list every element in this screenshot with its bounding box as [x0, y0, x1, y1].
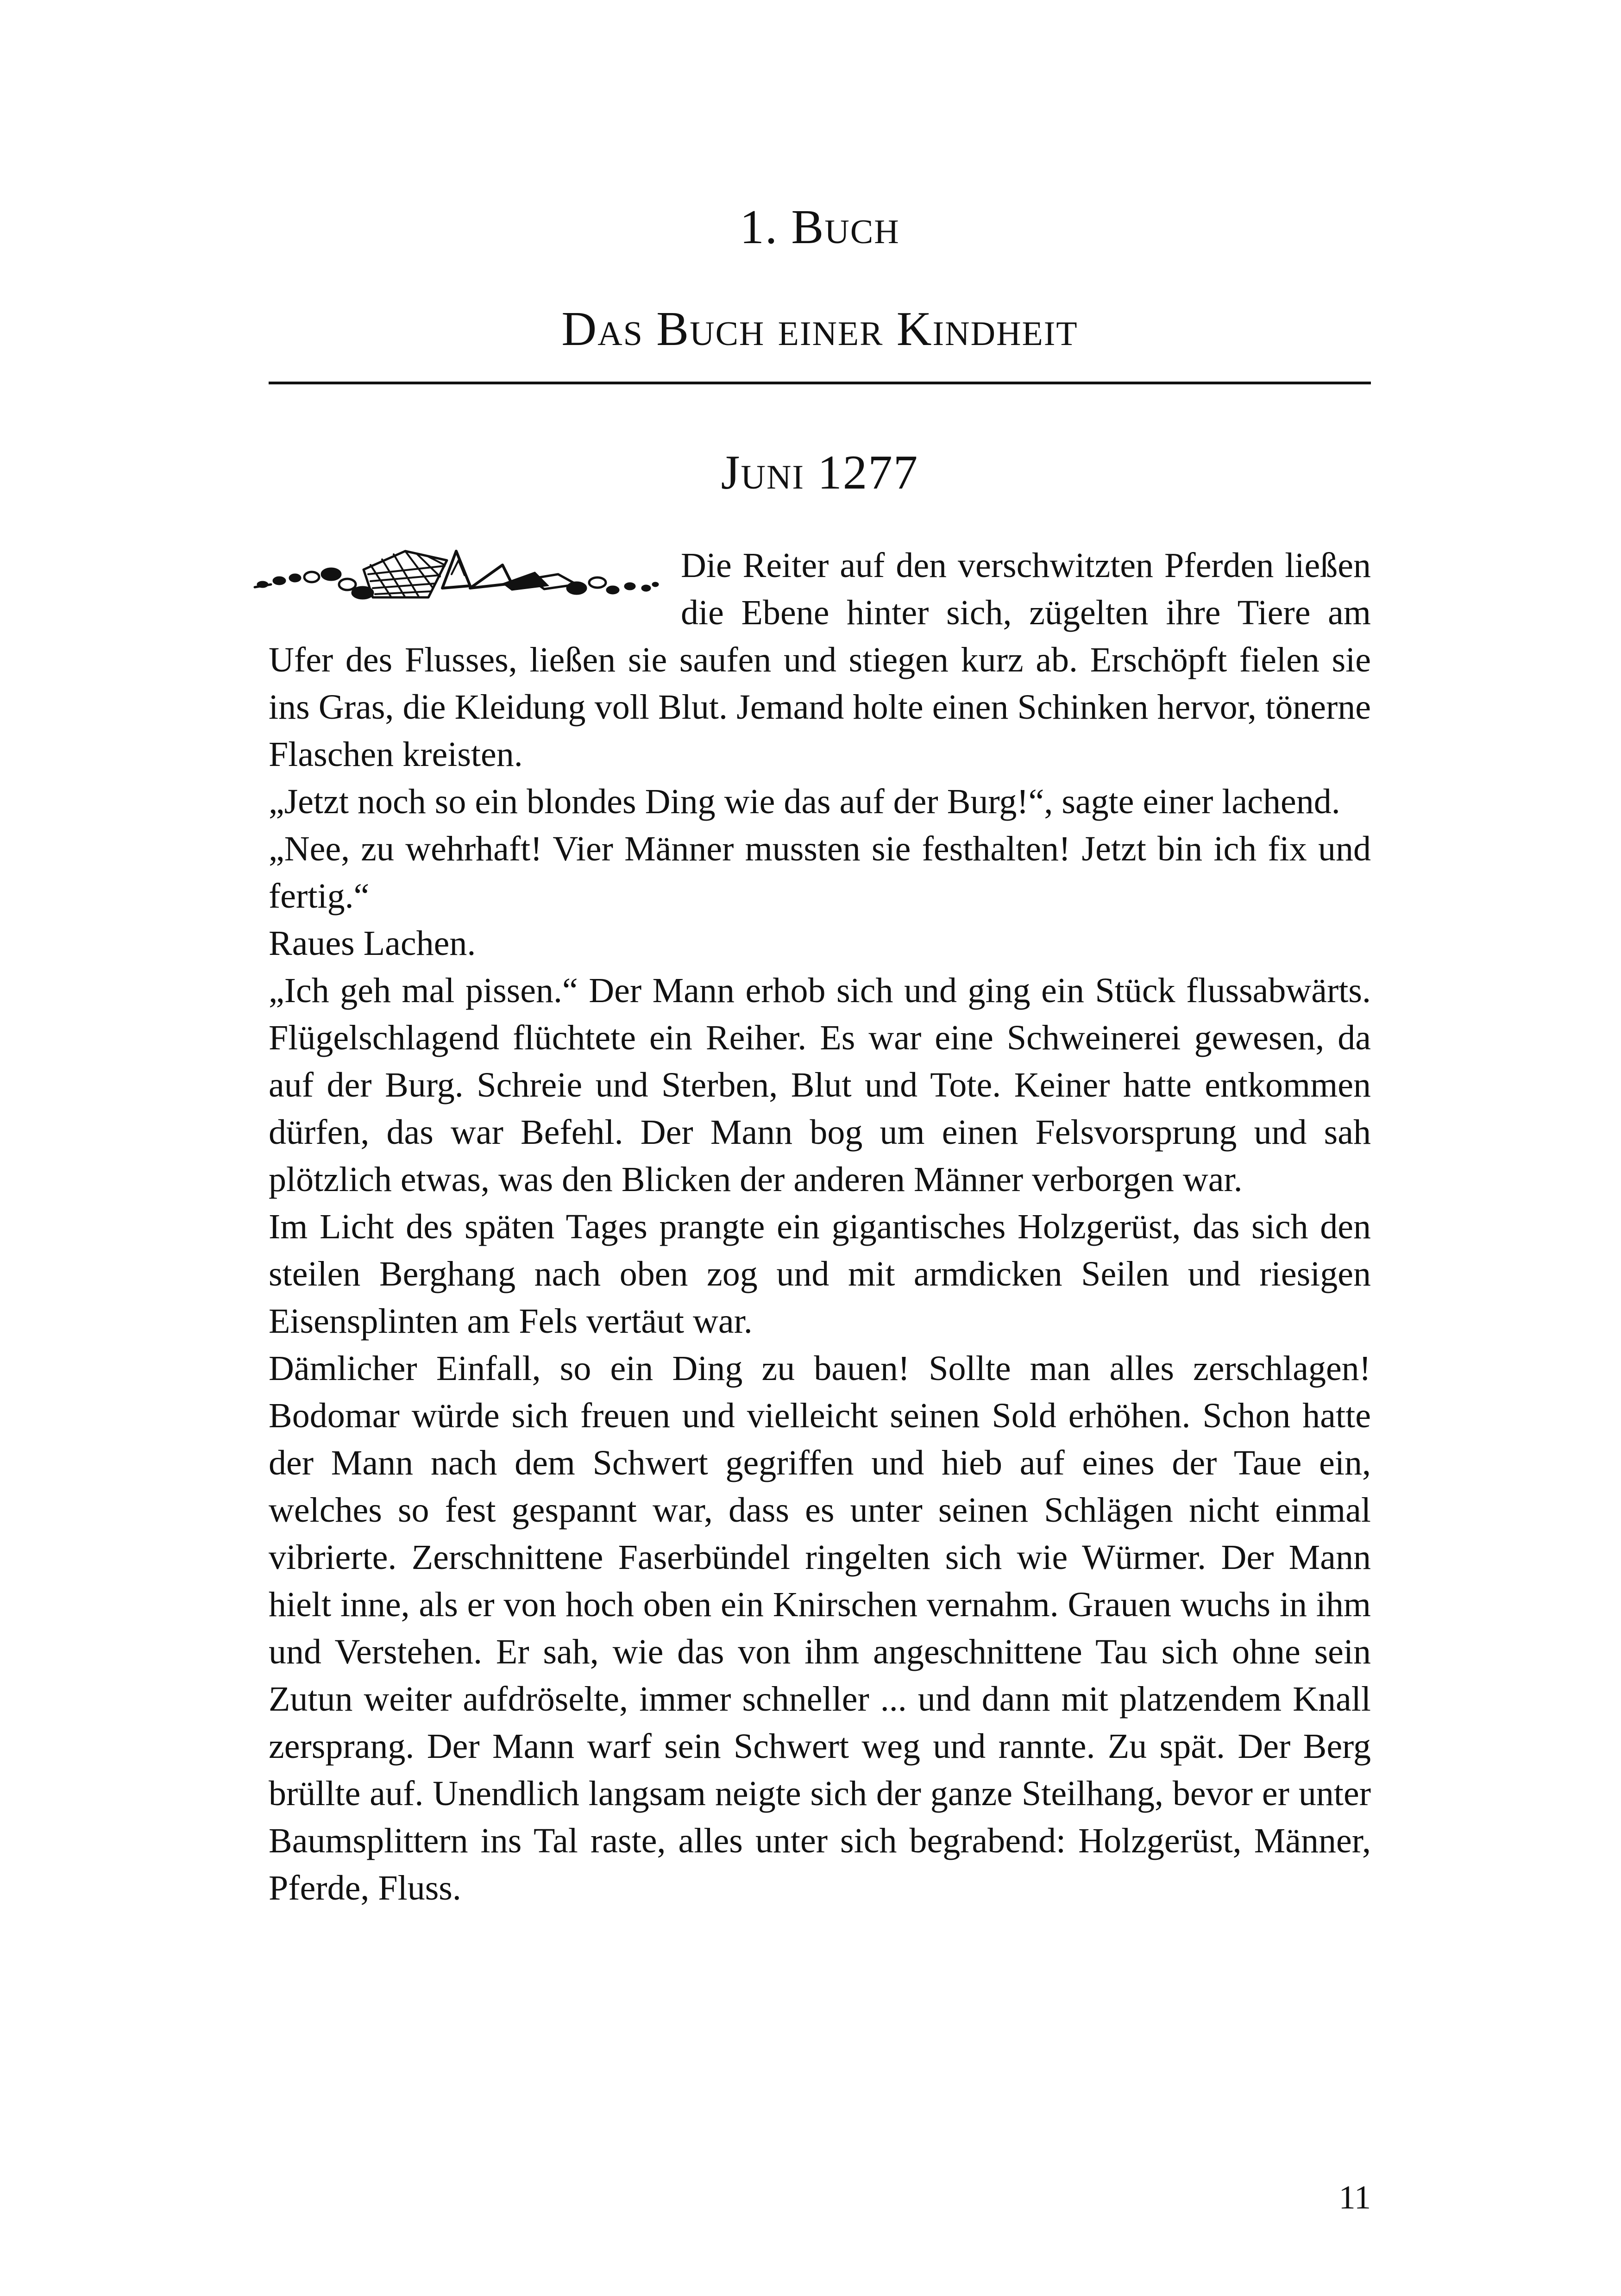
- title-divider: [269, 382, 1371, 384]
- paragraph: Raues Lachen.: [269, 924, 476, 963]
- paragraph-text: Die Reiter auf den verschwitzten Pferden ließen die Ebene hinter sich, zügelten ihre Tiere am Ufer des Flusses, ließen sie saufen und stiegen kurz ab. Erschöpft fielen sie ins Gras, die Kleidung voll Blut. Jemand holte einen Schinken hervor, tönerne Flaschen kreisten.: [269, 546, 1371, 774]
- paragraph: [269, 542, 1371, 778]
- book-title: 1. Buch: [740, 200, 900, 254]
- page-number: 11: [1338, 2179, 1371, 2216]
- book-subtitle: Das Buch einer Kindheit: [561, 301, 1078, 356]
- paragraph: „Jetzt noch so ein blondes Ding wie das auf der Burg!“, sagte einer lachend.: [269, 782, 1340, 821]
- paragraph: „Ich geh mal pissen.“ Der Mann erhob sich und ging ein Stück flussabwärts. Flügelschlagend flüchtete ein Reiher. Es war eine Schweinerei gewesen, da auf der Burg. Schreie und Sterben, Blut und Tote. Keiner hatte entkommen dürfen, das war Befehl. Der Mann bog um einen Felsvorsprung und sah plötzlich etwas, was den Blicken der anderen Männer verborgen war.: [269, 971, 1371, 1199]
- body-text: [269, 542, 1371, 1912]
- paragraph: „Nee, zu wehrhaft! Vier Männer mussten sie festhalten! Jetzt bin ich fix und fertig.“: [269, 829, 1371, 916]
- chapter-title: Juni 1277: [721, 445, 919, 499]
- paragraph: Dämlicher Einfall, so ein Ding zu bauen! Sollte man alles zerschlagen! Bodomar würde sich freuen und vielleicht seinen Sold erhöhen. Schon hatte der Mann nach dem Schwert gegriffen und hieb auf eines der Taue ein, welches so fest gespannt war, dass es unter seinen Schlägen nicht einmal vibrierte. Zerschnittene Faserbündel ringelten sich wie Würmer. Der Mann hielt inne, als er von hoch oben ein Knirschen vernahm. Grauen wuchs in ihm und Verstehen. Er sah, wie das von ihm angeschnittene Tau sich ohne sein Zutun weiter aufdröselte, immer schneller ... und dann mit platzendem Knall zersprang. Der Mann warf sein Schwert weg und rannte. Zu spät. Der Berg brüllte auf. Unendlich langsam neigte sich der ganze Steilhang, bevor er unter Baumsplittern ins Tal raste, alles unter sich begrabend: Holzgerüst, Männer, Pferde, Fluss.: [269, 1349, 1371, 1907]
- ornament-space: [269, 542, 681, 634]
- paragraph: Im Licht des späten Tages prangte ein gigantisches Holzgerüst, das sich den steilen Berghang nach oben zog und mit armdicken Seilen und riesigen Eisensplinten am Fels vertäut war.: [269, 1207, 1371, 1341]
